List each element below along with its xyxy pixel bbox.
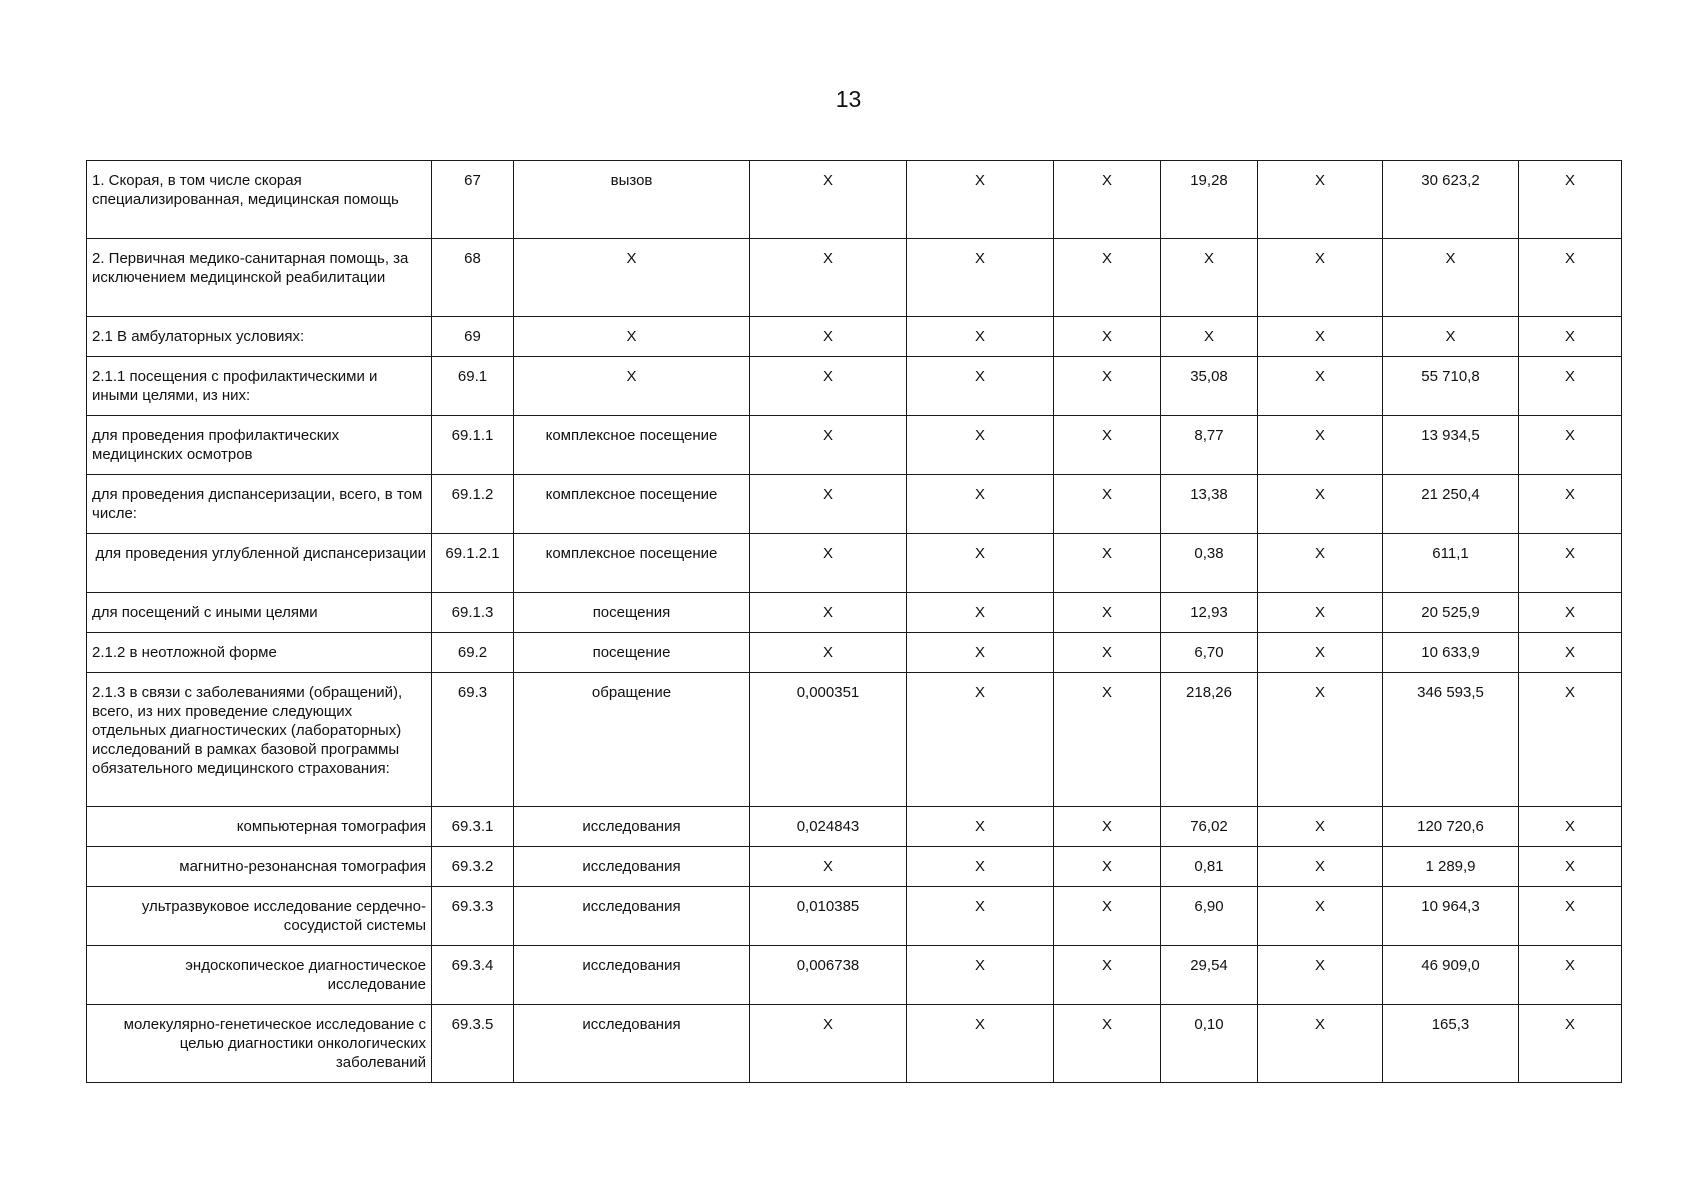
col8-cell: X bbox=[1258, 357, 1383, 416]
col6-cell: X bbox=[1054, 239, 1161, 317]
unit-cell: X bbox=[514, 357, 750, 416]
col8-cell: X bbox=[1258, 946, 1383, 1005]
col7-cell: 218,26 bbox=[1161, 673, 1258, 807]
col4-cell: X bbox=[750, 416, 907, 475]
col7-cell: 0,38 bbox=[1161, 534, 1258, 593]
code-cell: 69.3.2 bbox=[432, 847, 514, 887]
table-row bbox=[87, 807, 1622, 847]
col4-cell: 0,006738 bbox=[750, 946, 907, 1005]
col10-cell: X bbox=[1519, 847, 1622, 887]
unit-cell: комплексное посещение bbox=[514, 534, 750, 593]
unit-cell: посещение bbox=[514, 633, 750, 673]
code-cell: 69.1.2 bbox=[432, 475, 514, 534]
col9-cell: 55 710,8 bbox=[1383, 357, 1519, 416]
page-number: 13 bbox=[835, 86, 862, 112]
name-cell: для проведения углубленной диспансеризации bbox=[87, 534, 432, 593]
col10-cell: X bbox=[1519, 946, 1622, 1005]
col8-cell: X bbox=[1258, 239, 1383, 317]
unit-cell: посещения bbox=[514, 593, 750, 633]
table-row bbox=[87, 416, 1622, 475]
code-cell: 69.1.3 bbox=[432, 593, 514, 633]
col4-cell: X bbox=[750, 239, 907, 317]
col6-cell: X bbox=[1054, 1005, 1161, 1083]
col8-cell: X bbox=[1258, 673, 1383, 807]
col10-cell: X bbox=[1519, 475, 1622, 534]
name-cell: компьютерная томография bbox=[87, 807, 432, 847]
col5-cell: X bbox=[907, 317, 1054, 357]
col5-cell: X bbox=[907, 416, 1054, 475]
col9-cell: 346 593,5 bbox=[1383, 673, 1519, 807]
col4-cell: X bbox=[750, 317, 907, 357]
col8-cell: X bbox=[1258, 317, 1383, 357]
name-cell: 2.1.2 в неотложной форме bbox=[87, 633, 432, 673]
code-cell: 69.3 bbox=[432, 673, 514, 807]
col9-cell: X bbox=[1383, 317, 1519, 357]
table-row bbox=[87, 357, 1622, 416]
unit-cell: исследования bbox=[514, 946, 750, 1005]
col6-cell: X bbox=[1054, 887, 1161, 946]
col4-cell: X bbox=[750, 1005, 907, 1083]
col9-cell: X bbox=[1383, 239, 1519, 317]
col6-cell: X bbox=[1054, 633, 1161, 673]
col9-cell: 1 289,9 bbox=[1383, 847, 1519, 887]
col6-cell: X bbox=[1054, 807, 1161, 847]
col4-cell: X bbox=[750, 593, 907, 633]
col5-cell: X bbox=[907, 807, 1054, 847]
code-cell: 67 bbox=[432, 161, 514, 239]
col4-cell: X bbox=[750, 633, 907, 673]
col10-cell: X bbox=[1519, 239, 1622, 317]
col7-cell: 0,81 bbox=[1161, 847, 1258, 887]
table-row bbox=[87, 239, 1622, 317]
col10-cell: X bbox=[1519, 357, 1622, 416]
unit-cell: исследования bbox=[514, 1005, 750, 1083]
col7-cell: 13,38 bbox=[1161, 475, 1258, 534]
col8-cell: X bbox=[1258, 847, 1383, 887]
col7-cell: X bbox=[1161, 239, 1258, 317]
col5-cell: X bbox=[907, 1005, 1054, 1083]
col4-cell: X bbox=[750, 357, 907, 416]
col10-cell: X bbox=[1519, 887, 1622, 946]
col9-cell: 10 964,3 bbox=[1383, 887, 1519, 946]
col10-cell: X bbox=[1519, 633, 1622, 673]
code-cell: 69.3.1 bbox=[432, 807, 514, 847]
name-cell: 2.1.1 посещения с профилактическими и иными целями, из них: bbox=[87, 357, 432, 416]
name-cell: эндоскопическое диагностическое исследование bbox=[87, 946, 432, 1005]
col4-cell: X bbox=[750, 161, 907, 239]
table-row bbox=[87, 633, 1622, 673]
col10-cell: X bbox=[1519, 416, 1622, 475]
code-cell: 69 bbox=[432, 317, 514, 357]
col8-cell: X bbox=[1258, 633, 1383, 673]
col4-cell: 0,024843 bbox=[750, 807, 907, 847]
col10-cell: X bbox=[1519, 161, 1622, 239]
col7-cell: 35,08 bbox=[1161, 357, 1258, 416]
col6-cell: X bbox=[1054, 357, 1161, 416]
col6-cell: X bbox=[1054, 534, 1161, 593]
col5-cell: X bbox=[907, 161, 1054, 239]
table-row bbox=[87, 847, 1622, 887]
col7-cell: 29,54 bbox=[1161, 946, 1258, 1005]
name-cell: для проведения диспансеризации, всего, в том числе: bbox=[87, 475, 432, 534]
col5-cell: X bbox=[907, 475, 1054, 534]
unit-cell: комплексное посещение bbox=[514, 475, 750, 534]
col5-cell: X bbox=[907, 946, 1054, 1005]
unit-cell: комплексное посещение bbox=[514, 416, 750, 475]
col8-cell: X bbox=[1258, 593, 1383, 633]
code-cell: 69.1 bbox=[432, 357, 514, 416]
col5-cell: X bbox=[907, 633, 1054, 673]
col8-cell: X bbox=[1258, 887, 1383, 946]
table-row bbox=[87, 593, 1622, 633]
col10-cell: X bbox=[1519, 593, 1622, 633]
col7-cell: 6,70 bbox=[1161, 633, 1258, 673]
code-cell: 69.1.2.1 bbox=[432, 534, 514, 593]
col4-cell: 0,000351 bbox=[750, 673, 907, 807]
col6-cell: X bbox=[1054, 317, 1161, 357]
unit-cell: X bbox=[514, 317, 750, 357]
col8-cell: X bbox=[1258, 1005, 1383, 1083]
col5-cell: X bbox=[907, 847, 1054, 887]
table-row bbox=[87, 673, 1622, 807]
col6-cell: X bbox=[1054, 475, 1161, 534]
code-cell: 69.3.3 bbox=[432, 887, 514, 946]
col6-cell: X bbox=[1054, 593, 1161, 633]
col9-cell: 21 250,4 bbox=[1383, 475, 1519, 534]
code-cell: 69.1.1 bbox=[432, 416, 514, 475]
col8-cell: X bbox=[1258, 161, 1383, 239]
col7-cell: 19,28 bbox=[1161, 161, 1258, 239]
col5-cell: X bbox=[907, 887, 1054, 946]
col9-cell: 30 623,2 bbox=[1383, 161, 1519, 239]
code-cell: 69.3.4 bbox=[432, 946, 514, 1005]
name-cell: магнитно-резонансная томография bbox=[87, 847, 432, 887]
name-cell: молекулярно-генетическое исследование с целью диагностики онкологических заболеваний bbox=[87, 1005, 432, 1083]
data-table bbox=[86, 160, 1622, 1083]
col9-cell: 46 909,0 bbox=[1383, 946, 1519, 1005]
col8-cell: X bbox=[1258, 807, 1383, 847]
col6-cell: X bbox=[1054, 946, 1161, 1005]
name-cell: 1. Скорая, в том числе скорая специализированная, медицинская помощь bbox=[87, 161, 432, 239]
col4-cell: X bbox=[750, 534, 907, 593]
col9-cell: 120 720,6 bbox=[1383, 807, 1519, 847]
col7-cell: 12,93 bbox=[1161, 593, 1258, 633]
col4-cell: X bbox=[750, 475, 907, 534]
code-cell: 68 bbox=[432, 239, 514, 317]
col8-cell: X bbox=[1258, 416, 1383, 475]
col10-cell: X bbox=[1519, 534, 1622, 593]
col4-cell: X bbox=[750, 847, 907, 887]
col5-cell: X bbox=[907, 673, 1054, 807]
table-row bbox=[87, 887, 1622, 946]
col10-cell: X bbox=[1519, 1005, 1622, 1083]
table-row bbox=[87, 317, 1622, 357]
name-cell: 2.1.3 в связи с заболеваниями (обращений), всего, из них проведение следующих отдельных диагностических (лабораторных) исследований в рамках базовой программы обязательного медицинского страхования: bbox=[87, 673, 432, 807]
name-cell: ультразвуковое исследование сердечно-сосудистой системы bbox=[87, 887, 432, 946]
name-cell: 2. Первичная медико-санитарная помощь, за исключением медицинской реабилитации bbox=[87, 239, 432, 317]
col7-cell: 8,77 bbox=[1161, 416, 1258, 475]
code-cell: 69.2 bbox=[432, 633, 514, 673]
col5-cell: X bbox=[907, 357, 1054, 416]
col5-cell: X bbox=[907, 239, 1054, 317]
table-row bbox=[87, 1005, 1622, 1083]
name-cell: для посещений с иными целями bbox=[87, 593, 432, 633]
col10-cell: X bbox=[1519, 317, 1622, 357]
col6-cell: X bbox=[1054, 161, 1161, 239]
col5-cell: X bbox=[907, 534, 1054, 593]
table-row bbox=[87, 946, 1622, 1005]
col7-cell: 0,10 bbox=[1161, 1005, 1258, 1083]
col9-cell: 20 525,9 bbox=[1383, 593, 1519, 633]
col8-cell: X bbox=[1258, 475, 1383, 534]
table-row bbox=[87, 161, 1622, 239]
col4-cell: 0,010385 bbox=[750, 887, 907, 946]
unit-cell: исследования bbox=[514, 807, 750, 847]
unit-cell: исследования bbox=[514, 847, 750, 887]
col10-cell: X bbox=[1519, 673, 1622, 807]
col10-cell: X bbox=[1519, 807, 1622, 847]
table-row bbox=[87, 475, 1622, 534]
code-cell: 69.3.5 bbox=[432, 1005, 514, 1083]
col9-cell: 165,3 bbox=[1383, 1005, 1519, 1083]
unit-cell: обращение bbox=[514, 673, 750, 807]
col6-cell: X bbox=[1054, 847, 1161, 887]
col9-cell: 10 633,9 bbox=[1383, 633, 1519, 673]
unit-cell: исследования bbox=[514, 887, 750, 946]
unit-cell: X bbox=[514, 239, 750, 317]
unit-cell: вызов bbox=[514, 161, 750, 239]
name-cell: 2.1 В амбулаторных условиях: bbox=[87, 317, 432, 357]
col7-cell: X bbox=[1161, 317, 1258, 357]
col9-cell: 611,1 bbox=[1383, 534, 1519, 593]
col8-cell: X bbox=[1258, 534, 1383, 593]
col6-cell: X bbox=[1054, 673, 1161, 807]
table-row bbox=[87, 534, 1622, 593]
name-cell: для проведения профилактических медицинских осмотров bbox=[87, 416, 432, 475]
col7-cell: 76,02 bbox=[1161, 807, 1258, 847]
col6-cell: X bbox=[1054, 416, 1161, 475]
col5-cell: X bbox=[907, 593, 1054, 633]
col9-cell: 13 934,5 bbox=[1383, 416, 1519, 475]
col7-cell: 6,90 bbox=[1161, 887, 1258, 946]
